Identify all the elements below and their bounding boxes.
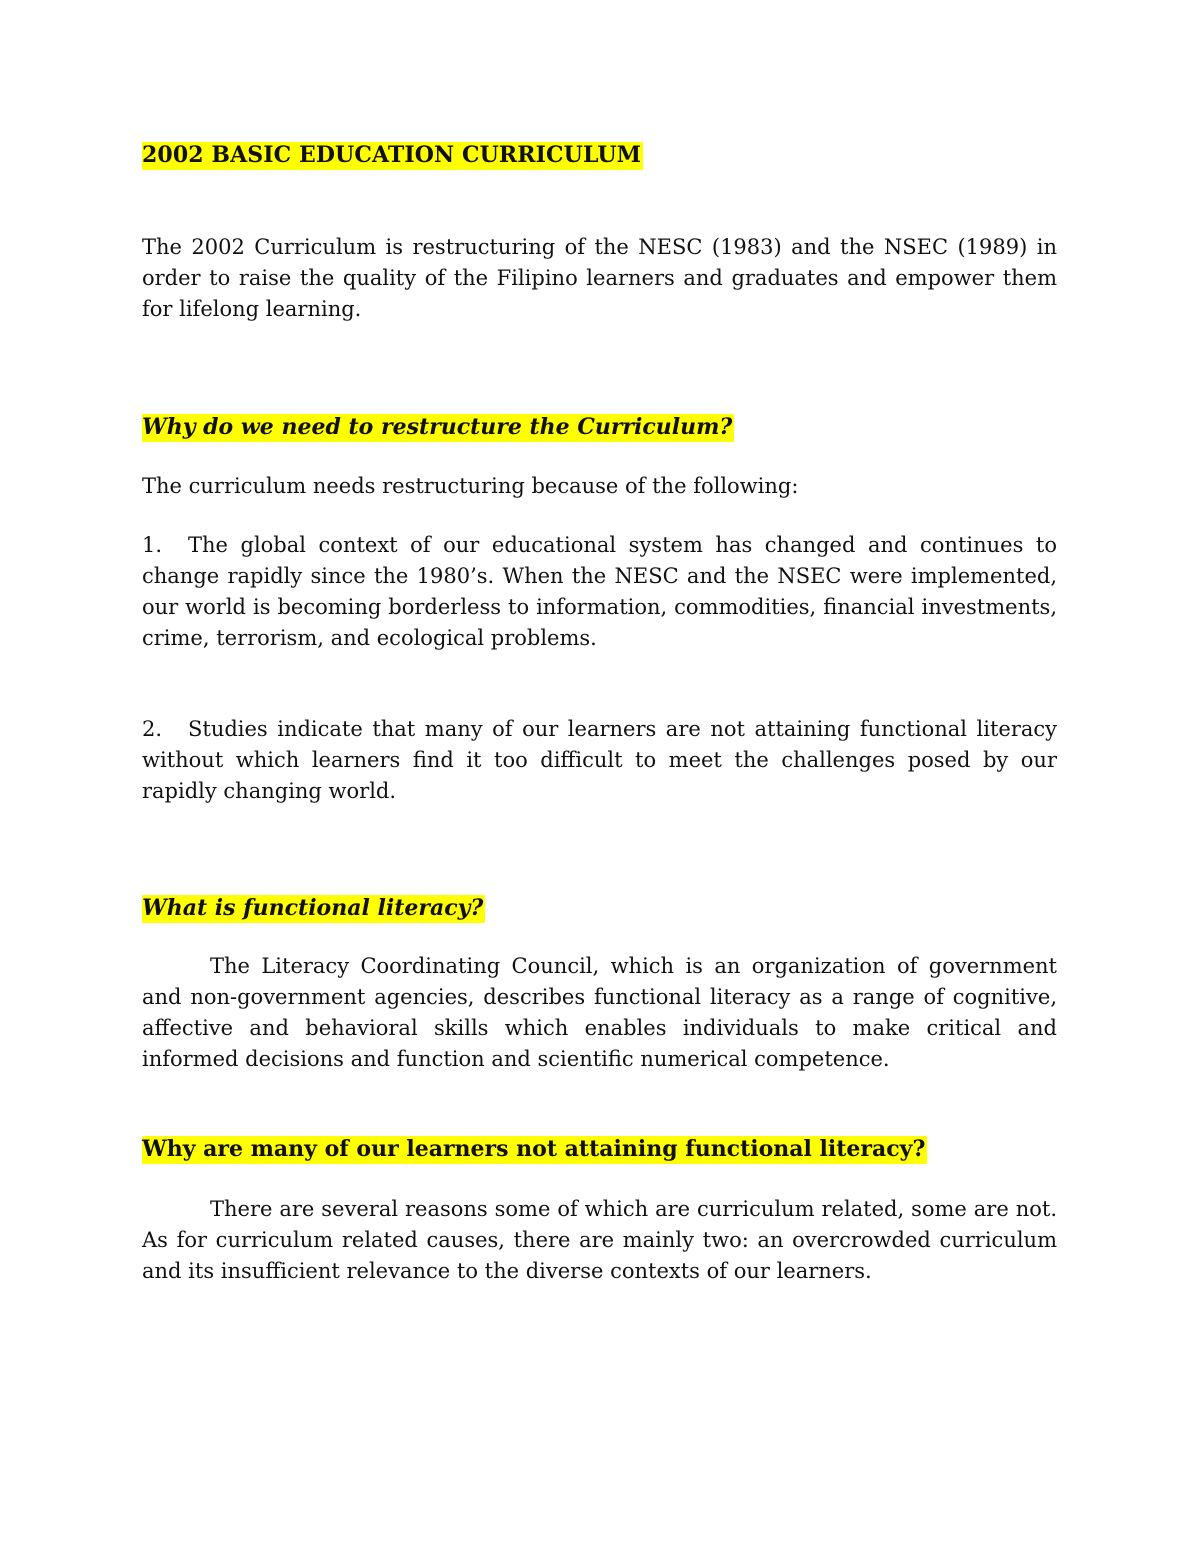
question-1-block <box>142 412 1057 443</box>
list-item-2 <box>142 714 1057 807</box>
question-3-heading: Why are many of our learners not attaining functional literacy? <box>142 1136 926 1162</box>
answer-2-paragraph: The Literacy Coordinating Council, which is an organization of government and non-government agencies, describes functional literacy as a range of cognitive, affective and behavioral skills which enables individuals to make critical and informed decisions and function and scientific numerical competence. <box>142 954 1057 1071</box>
lead-paragraph: The curriculum needs restructuring because of the following: <box>142 474 799 498</box>
question-3-block <box>142 1134 1057 1165</box>
list-item-1-number: 1. <box>142 533 163 557</box>
question-2-heading: What is functional literacy? <box>142 895 484 921</box>
list-item-1 <box>142 530 1057 654</box>
answer-3-paragraph: There are several reasons some of which are curriculum related, some are not. As for curriculum related causes, there are mainly two: an overcrowded curriculum and its insufficient relevance to the diverse contexts of our learners. <box>142 1197 1057 1283</box>
document-title: 2002 BASIC EDUCATION CURRICULUM <box>142 142 642 168</box>
document-title-block <box>142 140 1057 171</box>
list-item-2-number: 2. <box>142 717 163 741</box>
question-2-block <box>142 893 1057 924</box>
intro-paragraph: The 2002 Curriculum is restructuring of the NESC (1983) and the NSEC (1989) in order to raise the quality of the Filipino learners and graduates and empower them for lifelong learning. <box>142 235 1057 321</box>
question-1-heading: Why do we need to restructure the Curriculum? <box>142 414 733 440</box>
list-item-1-text: The global context of our educational system has changed and continues to change rapidly since the 1980’s. When the NESC and the NSEC were implemented, our world is becoming borderless to information, commodities, financial investments, crime, terrorism, and ecological problems. <box>142 533 1057 650</box>
list-item-2-text: Studies indicate that many of our learners are not attaining functional literacy without which learners find it too difficult to meet the challenges posed by our rapidly changing world. <box>142 717 1057 803</box>
